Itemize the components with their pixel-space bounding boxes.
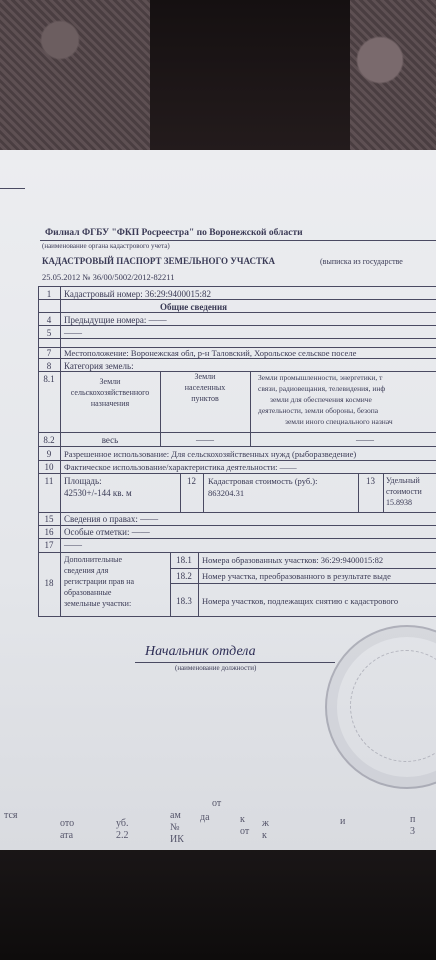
back-fragment: к xyxy=(262,830,267,841)
org-caption: (наименование органа кадастрового учета) xyxy=(42,242,170,250)
cat-settle-3: пунктов xyxy=(191,394,219,403)
doc-title: КАДАСТРОВЫЙ ПАСПОРТ ЗЕМЕЛЬНОГО УЧАСТКА xyxy=(42,256,276,266)
cat-settle-2: населенных xyxy=(184,383,226,392)
back-fragment: ИК xyxy=(170,834,184,845)
cat-industry-5: земли иного специального назнач xyxy=(285,417,393,426)
section-general: Общие сведения xyxy=(160,302,228,312)
row-12-num: 12 xyxy=(187,476,196,486)
cat-industry-4: деятельности, земли обороны, безопа xyxy=(258,406,379,415)
specific-value: 15.8938 xyxy=(386,498,412,507)
special-marks: Особые отметки: —— xyxy=(64,527,150,537)
back-fragment: к xyxy=(240,814,245,825)
specific-label-1: Удельный xyxy=(386,476,420,485)
row-17-value: —— xyxy=(64,540,82,550)
row-1-num: 1 xyxy=(46,289,52,299)
previous-numbers: Предыдущие номера: —— xyxy=(64,315,167,325)
extra-info-1: Дополнительные xyxy=(64,555,123,564)
row-8-2-num: 8.2 xyxy=(43,435,55,445)
back-fragment: ото xyxy=(60,818,75,829)
removed-plots: Номера участков, подлежащих снятию с кадастрового xyxy=(202,596,399,606)
back-fragment: уб. xyxy=(116,818,129,829)
cat-industry-1: Земли промышленности, энергетики, т xyxy=(258,373,383,382)
back-fragment: № xyxy=(170,822,180,833)
back-fragment: да xyxy=(200,812,210,823)
row-18-num: 18 xyxy=(44,578,54,588)
permitted-use: Разрешенное использование: Для сельскохозяйственных нужд (рыборазведение) xyxy=(64,449,357,459)
cat-agri-1: Земли xyxy=(99,377,121,386)
row-11-num: 11 xyxy=(44,476,54,486)
cadastral-value-label: Кадастровая стоимость (руб.): xyxy=(208,476,318,486)
back-fragment: от xyxy=(212,798,222,809)
actual-use: Фактическое использование/характеристика деятельности: —— xyxy=(64,462,297,472)
specific-label-2: стоимости xyxy=(386,487,422,496)
row-10-num: 10 xyxy=(44,462,54,472)
cat-industry-value: —— xyxy=(356,435,374,445)
cat-industry-2: связи, радиовещания, телевидения, инф xyxy=(258,384,386,393)
extra-info-3: регистрации прав на xyxy=(64,577,135,586)
row-13-num: 13 xyxy=(366,476,375,486)
doc-subtitle: (выписка из государстве xyxy=(320,257,403,266)
cat-settle-value: —— xyxy=(196,435,214,445)
cat-industry-3: земли для обеспечения космиче xyxy=(270,395,372,404)
corner-mark xyxy=(0,188,25,189)
back-fragment: 2.2 xyxy=(116,830,129,841)
org-name: Филиал ФГБУ "ФКП Росреестра" по Воронежской области xyxy=(45,228,303,238)
dark-shadow xyxy=(150,0,350,150)
back-fragment: 3 xyxy=(410,826,415,837)
row-9-num: 9 xyxy=(46,449,52,459)
row-18-1-num: 18.1 xyxy=(176,555,192,565)
row-5-value: —— xyxy=(64,328,82,338)
row-7-num: 7 xyxy=(46,348,52,358)
formed-plots: Номера образованных участков: 36:29:9400015:82 xyxy=(202,555,384,565)
extra-info-2: сведения для xyxy=(64,566,109,575)
back-fragment: ж xyxy=(262,818,269,829)
cat-agri-3: назначения xyxy=(90,399,130,408)
org-underline xyxy=(40,240,436,241)
transformed-plot: Номер участка, преобразованного в результате выде xyxy=(202,571,391,581)
row-18-2-num: 18.2 xyxy=(176,571,192,581)
area-value: 42530+/-144 кв. м xyxy=(64,488,132,498)
row-16-num: 16 xyxy=(44,527,54,537)
cadastral-number: Кадастровый номер: 36:29:9400015:82 xyxy=(64,289,211,299)
row-8-num: 8 xyxy=(46,361,52,371)
back-fragment: тся xyxy=(4,810,18,821)
cat-agri-2: сельскохозяйственного xyxy=(70,388,150,397)
row-8-1-num: 8.1 xyxy=(43,374,55,384)
back-fragment: и xyxy=(340,816,346,827)
bottom-background xyxy=(0,845,436,960)
extra-info-4: образованные xyxy=(64,588,112,597)
back-fragment: п xyxy=(410,814,416,825)
signature-handwritten: Начальник отдела xyxy=(145,644,256,659)
cat-settle-1: Земли xyxy=(194,372,216,381)
signature-caption: (наименование должности) xyxy=(175,664,257,672)
back-fragment: от xyxy=(240,826,250,837)
back-fragment: ам xyxy=(170,810,181,821)
cat-agri-value: весь xyxy=(101,435,119,445)
area-label: Площадь: xyxy=(64,476,102,486)
row-15-num: 15 xyxy=(44,514,54,524)
row-18-3-num: 18.3 xyxy=(176,596,192,606)
doc-number: 25.05.2012 № 36/00/5002/2012-82211 xyxy=(42,272,175,282)
back-fragment: ата xyxy=(60,830,74,841)
rights-info: Сведения о правах: —— xyxy=(64,514,159,524)
row-5-num: 5 xyxy=(46,328,52,338)
extra-info-5: земельные участки: xyxy=(64,599,132,608)
table-num-col-border xyxy=(60,286,61,616)
land-category-label: Категория земель: xyxy=(64,361,134,371)
row-4-num: 4 xyxy=(46,315,52,325)
row-17-num: 17 xyxy=(44,540,54,550)
signature-line xyxy=(135,662,335,663)
cadastral-value: 863204.31 xyxy=(208,488,245,498)
location: Местоположение: Воронежская обл, р-н Таловский, Хорольское сельское поселе xyxy=(64,348,357,358)
